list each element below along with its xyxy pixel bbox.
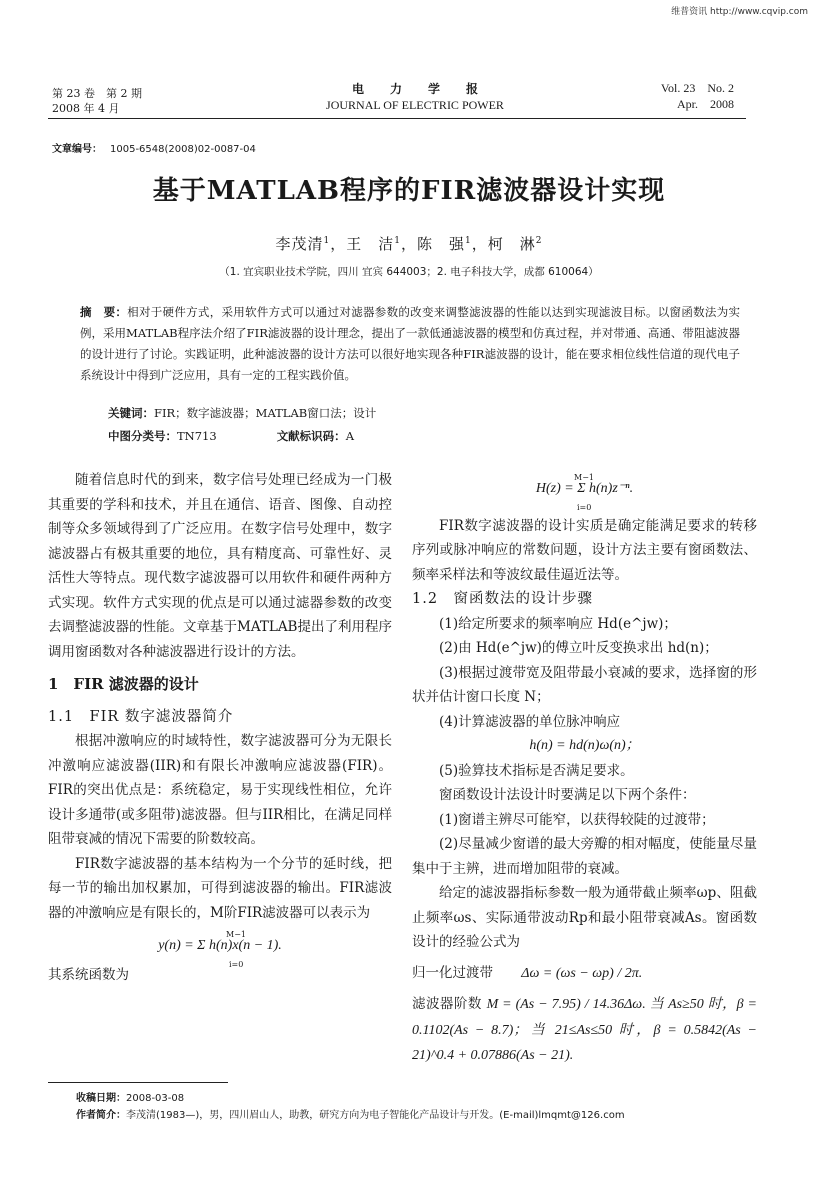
- step-item: (3)根据过渡带宽及阻带最小衰减的要求，选择窗的形状并估计窗口长度 N；: [412, 664, 757, 705]
- formula-order: [412, 992, 757, 1069]
- journal-name-cn: 电力学报: [351, 82, 504, 96]
- equation-system: [412, 473, 757, 512]
- sum-lower: i=0: [577, 503, 592, 512]
- author-name: 柯 淋: [487, 235, 536, 253]
- formula-transition: [412, 961, 757, 987]
- body-paragraph: FIR数字滤波器的基本结构为一个分节的延时线，把每一节的输出加权累加，可得到滤波器的输出。FIR滤波器的冲激响应是有限长的，M阶FIR滤波器可以表示为: [48, 855, 392, 921]
- author-list: 李茂清$^1$，王 洁$^1$，陈 强$^1$，柯 淋$^2$: [275, 235, 543, 253]
- subsection-heading: 1.2 窗函数法的设计步骤: [412, 591, 594, 607]
- step-item: (5)验算技术指标是否满足要求。: [439, 762, 634, 779]
- classification: [108, 428, 354, 444]
- body-paragraph: FIR数字滤波器的设计实质是确定能满足要求的转移序列或脉冲响应的常数问题，设计方法主要有窗函数法、频率采样法和等波纹最佳逼近法等。: [412, 517, 757, 583]
- received-label: 收稿日期：: [76, 1093, 126, 1104]
- subsection-heading: 1.1 FIR 数字滤波器简介: [48, 708, 234, 725]
- author-name: 李茂清: [275, 235, 324, 253]
- footnote-rule: [48, 1082, 228, 1083]
- author-sup: 1: [323, 236, 331, 246]
- section-heading: 1 FIR 滤波器的设计: [48, 675, 199, 693]
- code-label: 文献标识码：: [276, 429, 346, 443]
- doc-number-value: 1005-6548(2008)02-0087-04: [110, 144, 256, 155]
- body-paragraph: 其系统函数为: [48, 966, 129, 983]
- step-item: (1)给定所要求的频率响应 Hd(e^jw)；: [439, 615, 677, 632]
- volume-en: Vol. 23 No. 2: [660, 81, 734, 95]
- intro-paragraph: 随着信息时代的到来，数字信号处理已经成为一门极其重要的学科和技术，并且在通信、语音、图像、自动控制等众多领域得到了广泛应用。在数字信号处理中，数字滤波器占有极其重要的地位，具有精度高、可靠性好、灵活性大等特点。现代数字滤波器可以用软件和硬件两种方式实现。软件方式实现的优点是可以通过滤器参数的改变去调整滤波器的性能。文章基于MATLAB提出了利用程序调用窗函数对各种滤波器进行设计的方法。: [48, 472, 392, 660]
- formula: M = (As − 7.95) / 14.36Δω. 当 As≥50 时，β = 0.1102(As − 8.7)；当 21≤As≤50 时，β = 0.5842(As − 21)^0.4 + 0.07886(As − 21).: [412, 997, 758, 1063]
- keywords: [108, 405, 376, 421]
- step-item: (4)计算滤波器的单位脉冲响应: [439, 713, 621, 730]
- class-label: 中图分类号：: [108, 429, 177, 443]
- doc-number: [52, 140, 256, 155]
- body-paragraph: 窗函数设计法设计时要满足以下两个条件：: [439, 787, 696, 803]
- abstract-text: 相对于硬件方式，采用软件方式可以通过对滤器参数的改变来调整滤波器的性能以达到实现滤波目标。以窗函数法为实例，采用MATLAB程序法介绍了FIR滤波器的设计理念，提出了一款低通滤波器的模型和仿真过程，并对带通、高通、带阻滤波器的设计进行了讨论。实践证明，此种滤波器的设计方法可以很好地实现各种FIR滤波器的设计，能在要求相位线性信道的现代电子系统设计中得到广泛应用，具有一定的工程实践价值。: [80, 305, 741, 382]
- left-column: [48, 468, 392, 987]
- step-item: (2)由 Hd(e^jw)的傅立叶反变换求出 hd(n)；: [439, 640, 718, 656]
- formula-label: 滤波器阶数: [412, 996, 482, 1012]
- paper-title: 基于MATLAB程序的FIR滤波器设计实现: [152, 176, 666, 206]
- keywords-label: 关键词：: [108, 406, 154, 420]
- formula: Δω = (ωs − ωp) / 2π.: [521, 965, 643, 981]
- abstract-label: 摘 要：: [80, 305, 128, 319]
- date-cn: 2008 年 4 月: [52, 102, 120, 115]
- author-sup: 2: [535, 236, 543, 246]
- sum-upper: M−1: [226, 930, 246, 939]
- body-paragraph: 给定的滤波器指标参数一般为通带截止频率ωp、阻截止频率ωs、实际通带波动Rp和最小阻带衰减As。窗函数设计的经验公式为: [412, 885, 757, 950]
- formula-label: 归一化过渡带: [412, 964, 493, 981]
- equation: y(n) = Σ h(n)x(n − 1).: [158, 938, 282, 953]
- date-en: Apr. 2008: [676, 97, 734, 111]
- condition-item: (2)尽量减少窗谱的最大旁瓣的相对幅度，使能量尽量集中于主辨，进而增加阻带的衰减。: [412, 836, 757, 877]
- sum-lower: i=0: [229, 960, 244, 969]
- author-bio: 李茂清(1983—)，男，四川眉山人，助教，研究方向为电子智能化产品设计与开发。(E-mail)lmqmt@126.com: [126, 1110, 625, 1121]
- doc-number-label: 文章编号：: [52, 144, 102, 155]
- right-column: [412, 468, 757, 1069]
- issue-info: [52, 86, 142, 116]
- equation: h(n) = hd(n)ω(n)；: [529, 738, 640, 753]
- footnote-author: [76, 1106, 625, 1121]
- body-paragraph: 根据冲激响应的时域特性，数字滤波器可分为无限长冲激响应滤波器(IIR)和有限长冲激响应滤波器(FIR)。FIR的突出优点是：系统稳定，易于实现线性相位，允许设计多通带(或多阻带)滤波器。但与IIR相比，在满足同样阻带衰减的情况下需要的阶数较高。: [48, 733, 392, 847]
- sum-upper: M−1: [574, 473, 594, 482]
- author-name: 陈 强: [417, 235, 466, 253]
- condition-item: (1)窗谱主辨尽可能窄，以获得较陡的过渡带；: [439, 811, 715, 828]
- volume-cn: 第 23 卷 第 2 期: [52, 87, 142, 100]
- footnote-received: [76, 1089, 184, 1104]
- received-date: 2008-03-08: [126, 1093, 185, 1104]
- keywords-text: FIR；数字滤波器；MATLAB窗口法；设计: [154, 406, 377, 420]
- author-bio-label: 作者简介：: [76, 1110, 126, 1121]
- journal-name-en: JOURNAL OF ELECTRIC POWER: [326, 98, 504, 112]
- abstract: [80, 302, 740, 386]
- equation-output: [48, 930, 392, 969]
- code-value: A: [345, 429, 354, 443]
- watermark: 维普资讯 http://www.cqvip.com: [671, 7, 808, 17]
- journal-name: [300, 80, 530, 113]
- issue-info-en: [661, 80, 734, 112]
- affiliation: （1. 宜宾职业技术学院，四川 宜宾 644003；2. 电子科技大学，成都 610064）: [219, 266, 599, 278]
- class-value: TN713: [177, 429, 217, 443]
- author-name: 王 洁: [346, 235, 395, 253]
- author-sup: 1: [465, 236, 472, 246]
- header-rule: [48, 118, 746, 119]
- author-sup: 1: [394, 236, 401, 246]
- equation: H(z) = Σ h(n)z⁻ⁿ.: [535, 481, 634, 496]
